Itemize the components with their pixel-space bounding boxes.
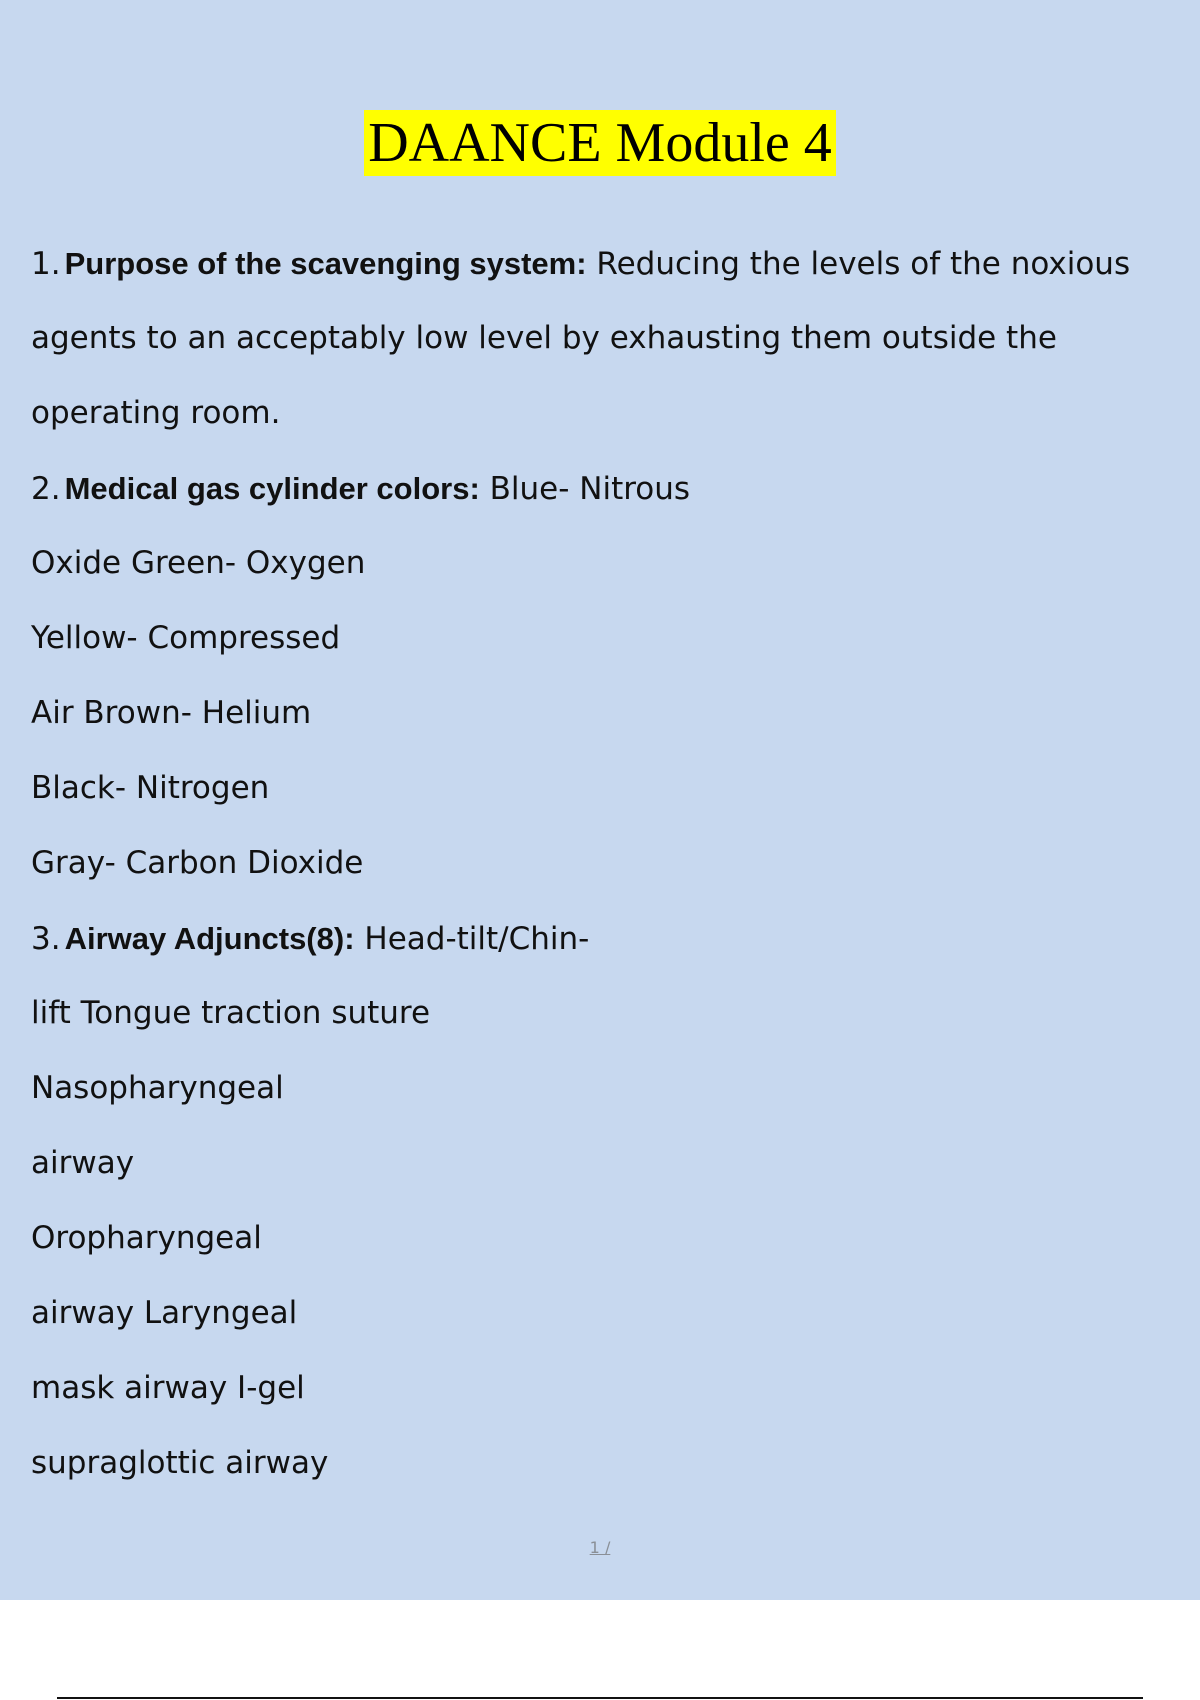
- list-item-term: Purpose of the scavenging system:: [64, 246, 587, 281]
- list-item-line: lift Tongue traction suture: [31, 995, 431, 1031]
- page-number: [0, 1538, 1200, 1557]
- list-item-term: Medical gas cylinder colors:: [64, 471, 480, 506]
- list-item-line: mask airway I-gel: [31, 1370, 305, 1406]
- list-item-1-heading: [31, 226, 1181, 301]
- page-title: DAANCE Module 4: [364, 110, 836, 176]
- list-item-text: Head-tilt/Chin-: [364, 921, 590, 957]
- list-item-number: 1.: [31, 246, 61, 282]
- list-item-line: airway: [31, 1145, 135, 1181]
- footer-divider: [57, 1697, 1143, 1699]
- title-container: [0, 110, 1200, 176]
- list-item-line: Gray- Carbon Dioxide: [31, 845, 364, 881]
- list-item-line: Yellow- Compressed: [31, 620, 341, 656]
- list-item-line: operating room.: [31, 395, 281, 431]
- page-number-text: 1 /: [589, 1538, 611, 1557]
- list-item-2-heading: [31, 451, 1181, 526]
- list-item-text: Reducing the levels of the noxious: [596, 246, 1131, 282]
- list-item-term: Airway Adjuncts(8):: [64, 921, 355, 956]
- list-item-line: Oxide Green- Oxygen: [31, 545, 366, 581]
- list-item-line: Air Brown- Helium: [31, 695, 312, 731]
- list-item-line: Oropharyngeal: [31, 1220, 262, 1256]
- list-item-line: Black- Nitrogen: [31, 770, 270, 806]
- list-item-line: supraglottic airway: [31, 1445, 329, 1481]
- list-item-text: Blue- Nitrous: [489, 471, 691, 507]
- list-item-3-heading: [31, 901, 1181, 976]
- document-content: [31, 226, 1181, 1501]
- list-item-line: agents to an acceptably low level by exhausting them outside the: [31, 320, 1057, 356]
- list-item-number: 3.: [31, 921, 61, 957]
- list-item-line: Nasopharyngeal: [31, 1070, 284, 1106]
- list-item-line: airway Laryngeal: [31, 1295, 298, 1331]
- list-item-number: 2.: [31, 471, 61, 507]
